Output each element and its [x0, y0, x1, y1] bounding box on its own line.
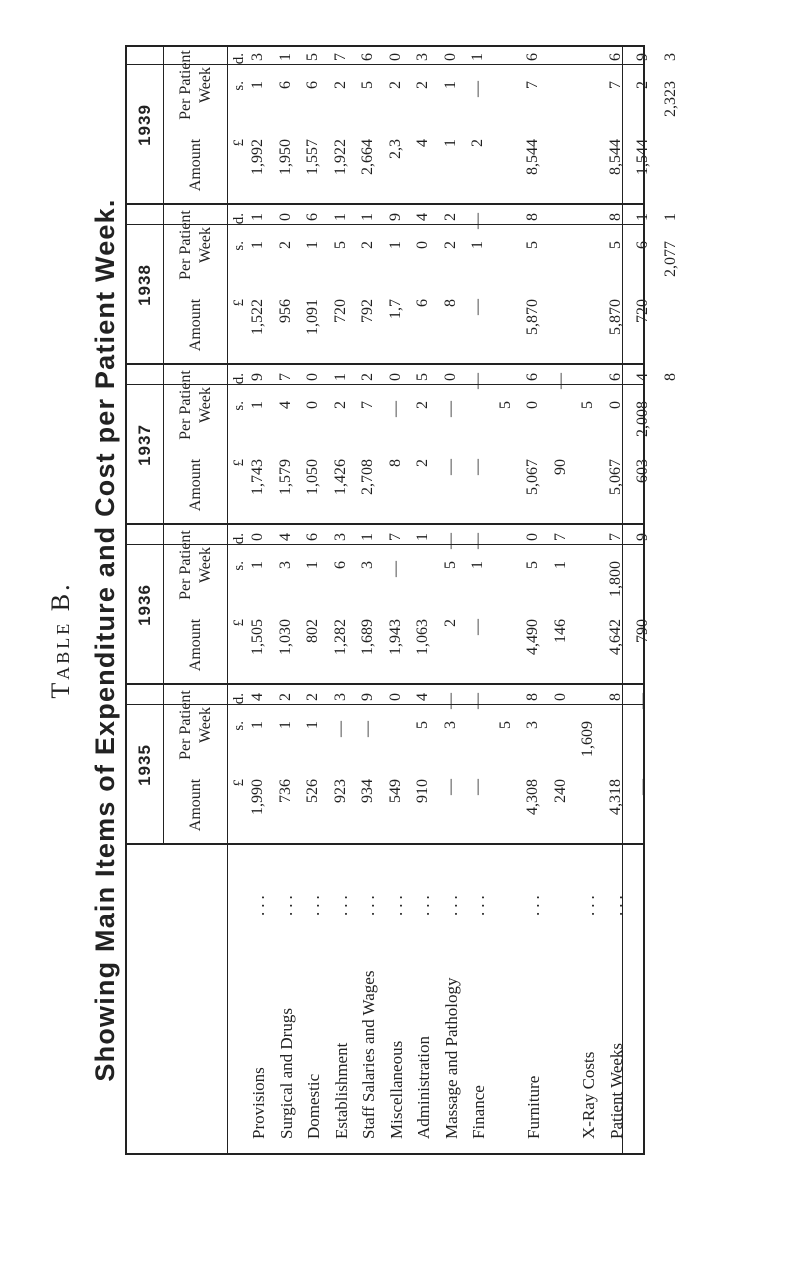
amount-cell: 4	[414, 139, 431, 147]
leader-dots: ...	[524, 891, 543, 916]
shillings-cell: 1	[249, 81, 266, 89]
pence-cell: 0	[304, 373, 321, 381]
amount-cell: 4,308	[524, 779, 541, 815]
amount-cell: 1,922	[331, 139, 349, 175]
shillings-cell: 6	[304, 81, 321, 89]
amount-cell: 1,426	[331, 459, 349, 495]
shillings-unit: s.	[231, 81, 247, 91]
amount-cell: 1,992	[249, 139, 266, 175]
shillings-cell: 3	[524, 721, 541, 729]
leader-dots: ...	[606, 891, 626, 916]
pence-cell: 6	[606, 373, 624, 381]
amount-cell: 1,579	[276, 459, 294, 495]
pence-unit: d.	[231, 693, 247, 705]
amount-cell: 4,318	[606, 779, 624, 815]
leader-dots: ...	[386, 891, 406, 916]
amount-cell: 2	[414, 459, 431, 467]
leader-dots: ...	[414, 891, 433, 916]
pence-cell: 6	[359, 53, 376, 61]
amount-cell: 790	[634, 619, 651, 643]
per-patient-week-heading	[165, 45, 227, 125]
pence-unit: d.	[231, 213, 247, 225]
pence-cell: 7	[386, 533, 404, 541]
shillings-cell: 2	[414, 81, 431, 89]
amount-cell: 956	[276, 299, 294, 323]
amount-cell: 736	[276, 779, 294, 803]
pence-cell: 7	[331, 53, 349, 61]
shillings-cell: 7	[524, 81, 541, 89]
heading-line: Per Patient	[177, 370, 194, 440]
pence-cell: 1	[469, 53, 486, 61]
table-label: Table B.	[46, 581, 75, 699]
amount-cell: 90	[551, 459, 569, 475]
amount-cell: 720	[634, 299, 651, 323]
amount-cell: 1,050	[304, 459, 321, 495]
shillings-cell: —	[386, 401, 404, 417]
amount-cell: 2	[441, 619, 459, 627]
amount-cell: 4,642	[606, 619, 624, 655]
item-label: Massage and Pathology	[441, 977, 461, 1139]
amount-unit: £	[231, 299, 247, 307]
amount-cell: 1,091	[304, 299, 321, 335]
pence-cell: 1	[359, 213, 376, 221]
year-heading: 1939	[135, 104, 154, 146]
shillings-unit: s.	[231, 241, 247, 251]
pence-unit: d.	[231, 373, 247, 385]
pence-cell: 1	[331, 373, 349, 381]
amount-cell: 934	[359, 779, 376, 803]
pence-cell: 9	[359, 693, 376, 701]
amount-cell: 910	[414, 779, 431, 803]
amount-cell: 2	[469, 139, 486, 147]
amount-cell: 1,943	[386, 619, 404, 655]
shillings-cell: 1	[469, 561, 486, 569]
item-label: Finance	[469, 1085, 488, 1139]
shillings-cell: 1,800	[606, 561, 624, 597]
amount-cell: 1,030	[276, 619, 294, 655]
amount-cell: 5,067	[606, 459, 624, 495]
pence-cell: 7	[606, 533, 624, 541]
amount-heading: Amount	[187, 138, 204, 192]
amount-cell: 1,689	[359, 619, 376, 655]
item-label: Surgical and Drugs	[276, 1008, 296, 1139]
amount-cell: 1,522	[249, 299, 266, 335]
pence-cell: 8	[606, 213, 624, 221]
amount-cell: 240	[551, 779, 569, 803]
leader-dots: ...	[579, 891, 598, 916]
shillings-cell: 0	[524, 401, 541, 409]
heading-line: Week	[197, 706, 214, 744]
amount-cell: 5,067	[524, 459, 541, 495]
shillings-cell: —	[386, 561, 404, 577]
pence-cell: 6	[606, 53, 624, 61]
amount-cell: 5,870	[606, 299, 624, 335]
pence-unit: d.	[231, 533, 247, 545]
amount-cell: —	[469, 619, 486, 635]
pence-cell: 0	[386, 693, 404, 701]
shillings-cell: 5	[524, 561, 541, 569]
amount-unit: £	[231, 619, 247, 627]
amount-cell: 1,990	[249, 779, 266, 815]
shillings-cell: 0	[414, 241, 431, 249]
heading-line: Per Patient	[177, 50, 194, 120]
shillings-cell: 2,008	[634, 401, 651, 437]
shillings-cell: 5	[496, 401, 514, 409]
amount-cell: 8,544	[606, 139, 624, 175]
shillings-cell: —	[441, 401, 459, 417]
pence-cell: 4	[249, 693, 266, 701]
amount-cell: 1,7	[386, 299, 404, 319]
amount-heading: Amount	[187, 778, 204, 832]
pence-cell: 8	[524, 693, 541, 701]
item-label: Establishment	[331, 1042, 351, 1139]
amount-cell: 1,282	[331, 619, 349, 655]
shillings-cell: 5	[496, 721, 514, 729]
leader-dots: ...	[441, 891, 461, 916]
pence-cell: 1	[359, 533, 376, 541]
amount-cell: 8,544	[524, 139, 541, 175]
pence-cell: 1	[661, 213, 679, 221]
amount-cell: 792	[359, 299, 376, 323]
pence-cell: 2	[304, 693, 321, 701]
amount-cell: —	[469, 299, 486, 315]
pence-cell: 8	[661, 373, 679, 381]
pence-cell: 4	[634, 373, 651, 381]
amount-cell: 1,557	[304, 139, 321, 175]
pence-cell: 7	[276, 373, 294, 381]
leader-dots: ...	[359, 891, 378, 916]
heading-line: Per Patient	[177, 530, 194, 600]
pence-cell: —	[441, 533, 459, 549]
pence-cell: —	[469, 213, 486, 229]
per-patient-week-heading	[165, 525, 227, 605]
shillings-cell: 2	[634, 81, 651, 89]
pence-cell: —	[634, 693, 651, 709]
pence-cell: 1	[331, 213, 349, 221]
shillings-unit: s.	[231, 561, 247, 571]
year-heading: 1937	[135, 424, 154, 466]
pence-unit: d.	[231, 53, 247, 65]
shillings-cell: 1	[469, 241, 486, 249]
shillings-cell: 2,077	[661, 241, 679, 277]
amount-cell: 2,708	[359, 459, 376, 495]
rule	[227, 45, 228, 1153]
pence-cell: 3	[414, 53, 431, 61]
amount-cell: —	[441, 459, 459, 475]
pence-cell: 7	[551, 533, 569, 541]
shillings-cell: 1	[304, 721, 321, 729]
amount-cell: 1,063	[414, 619, 431, 655]
shillings-cell: 5	[606, 241, 624, 249]
pence-cell: 2	[359, 373, 376, 381]
amount-cell: 1,743	[249, 459, 266, 495]
shillings-cell: 5	[331, 241, 349, 249]
pence-cell: 5	[414, 373, 431, 381]
rule	[163, 45, 164, 845]
pence-cell: 9	[249, 373, 266, 381]
shillings-cell: 1	[551, 561, 569, 569]
amount-cell: 1	[441, 139, 459, 147]
pence-cell: 1	[249, 213, 266, 221]
pence-cell: 8	[524, 213, 541, 221]
amount-cell: 603	[634, 459, 651, 483]
shillings-cell: 1	[249, 721, 266, 729]
pence-cell: 6	[304, 533, 321, 541]
shillings-cell: 2	[359, 241, 376, 249]
shillings-cell: 6	[634, 241, 651, 249]
shillings-cell: 5	[441, 561, 459, 569]
item-label: Patient Weeks	[606, 1042, 626, 1139]
amount-cell: 1,950	[276, 139, 294, 175]
pence-cell: 3	[661, 53, 679, 61]
shillings-cell: 2,323	[661, 81, 679, 117]
shillings-cell: 0	[606, 401, 624, 409]
shillings-cell: 1	[304, 241, 321, 249]
pence-cell: —	[441, 693, 459, 709]
pence-cell: 6	[524, 53, 541, 61]
expenditure-table	[125, 45, 679, 1155]
shillings-cell: 2	[331, 81, 349, 89]
shillings-cell: 4	[276, 401, 294, 409]
per-patient-week-heading	[165, 205, 227, 285]
year-heading: 1935	[135, 744, 154, 786]
year-heading: 1938	[135, 264, 154, 306]
amount-unit: £	[231, 779, 247, 787]
heading-line: Week	[197, 546, 214, 584]
shillings-cell: —	[469, 81, 486, 97]
pence-cell: —	[551, 373, 569, 389]
amount-cell: 1,544	[634, 139, 651, 175]
amount-cell: —	[441, 779, 459, 795]
shillings-cell: 1	[249, 561, 266, 569]
shillings-cell: 2	[276, 241, 294, 249]
amount-cell: 8	[441, 299, 459, 307]
heading-line: Per Patient	[177, 210, 194, 280]
heading-line: Per Patient	[177, 690, 194, 760]
pence-cell: 1	[414, 533, 431, 541]
pence-cell: 3	[331, 693, 349, 701]
pence-cell: 8	[606, 693, 624, 701]
shillings-cell: 1,609	[579, 721, 596, 757]
item-label: Furniture	[524, 1075, 543, 1139]
shillings-cell: 1	[276, 721, 294, 729]
shillings-cell: 1	[249, 241, 266, 249]
amount-cell: 2,3	[386, 139, 404, 159]
leader-dots: ...	[331, 891, 351, 916]
shillings-cell: 5	[359, 81, 376, 89]
shillings-cell: 2	[414, 401, 431, 409]
shillings-cell: 1	[304, 561, 321, 569]
shillings-cell: 1	[386, 241, 404, 249]
amount-cell: 802	[304, 619, 321, 643]
pence-cell: —	[469, 693, 486, 709]
year-heading: 1936	[135, 584, 154, 626]
leader-dots: ...	[249, 891, 268, 916]
shillings-unit: s.	[231, 401, 247, 411]
heading-line: Week	[197, 386, 214, 424]
item-label: X-Ray Costs	[579, 1051, 598, 1139]
pence-cell: 0	[386, 373, 404, 381]
pence-cell: 0	[551, 693, 569, 701]
amount-cell: 2,664	[359, 139, 376, 175]
pence-cell: 4	[276, 533, 294, 541]
shillings-cell: 2	[441, 241, 459, 249]
pence-cell: 6	[524, 373, 541, 381]
table-title: Showing Main Items of Expenditure and Cost per Patient Week.	[90, 198, 120, 1082]
leader-dots: ...	[304, 891, 323, 916]
shillings-cell: 0	[304, 401, 321, 409]
pence-cell: 0	[441, 53, 459, 61]
pence-cell: 1	[634, 213, 651, 221]
amount-cell: 146	[551, 619, 569, 643]
pence-cell: —	[469, 533, 486, 549]
amount-heading: Amount	[187, 458, 204, 512]
pence-cell: 1	[276, 53, 294, 61]
shillings-cell: 1	[249, 401, 266, 409]
amount-cell: 6	[414, 299, 431, 307]
shillings-cell: 6	[276, 81, 294, 89]
pence-cell: 0	[249, 533, 266, 541]
pence-cell: 9	[386, 213, 404, 221]
pence-cell: 6	[304, 213, 321, 221]
shillings-cell: 5	[414, 721, 431, 729]
amount-cell: 526	[304, 779, 321, 803]
pence-cell: 3	[331, 533, 349, 541]
amount-cell: 8	[386, 459, 404, 467]
shillings-cell: 5	[524, 241, 541, 249]
per-patient-week-heading	[165, 365, 227, 445]
pence-cell: 0	[276, 213, 294, 221]
pence-cell: 2	[276, 693, 294, 701]
heading-line: Week	[197, 226, 214, 264]
item-label: Staff Salaries and Wages	[359, 970, 378, 1139]
leader-dots: ...	[276, 891, 296, 916]
amount-cell: 549	[386, 779, 404, 803]
amount-cell: 720	[331, 299, 349, 323]
shillings-cell: 5	[579, 401, 596, 409]
amount-cell: 923	[331, 779, 349, 803]
leader-dots: ...	[469, 891, 488, 916]
shillings-unit: s.	[231, 721, 247, 731]
pence-cell: 5	[304, 53, 321, 61]
amount-cell: —	[469, 459, 486, 475]
pence-cell: —	[469, 373, 486, 389]
pence-cell: 4	[414, 693, 431, 701]
shillings-cell: 3	[359, 561, 376, 569]
pence-cell: 3	[249, 53, 266, 61]
shillings-cell: 7	[606, 81, 624, 89]
shillings-cell: 7	[359, 401, 376, 409]
shillings-cell: —	[359, 721, 376, 737]
pence-cell: 2	[441, 213, 459, 221]
amount-heading: Amount	[187, 298, 204, 352]
pence-cell: 0	[386, 53, 404, 61]
shillings-cell: 2	[386, 81, 404, 89]
per-patient-week-heading	[165, 685, 227, 765]
heading-line: Week	[197, 66, 214, 104]
amount-cell: 5,870	[524, 299, 541, 335]
amount-heading: Amount	[187, 618, 204, 672]
shillings-cell: 1	[441, 81, 459, 89]
shillings-cell: 2	[331, 401, 349, 409]
pence-cell: 4	[414, 213, 431, 221]
amount-unit: £	[231, 459, 247, 467]
pence-cell: 9	[634, 53, 651, 61]
item-label: Provisions	[249, 1067, 268, 1139]
pence-cell: 0	[524, 533, 541, 541]
amount-unit: £	[231, 139, 247, 147]
amount-cell: 4,490	[524, 619, 541, 655]
pence-cell: 0	[441, 373, 459, 381]
shillings-cell: 6	[331, 561, 349, 569]
amount-cell: —	[634, 779, 651, 795]
item-label: Miscellaneous	[386, 1040, 406, 1139]
amount-cell: 1,505	[249, 619, 266, 655]
item-label: Administration	[414, 1036, 433, 1139]
amount-cell: —	[469, 779, 486, 795]
shillings-cell: —	[331, 721, 349, 737]
pence-cell: 9	[634, 533, 651, 541]
item-label: Domestic	[304, 1073, 323, 1139]
shillings-cell: 3	[441, 721, 459, 729]
shillings-cell: 3	[276, 561, 294, 569]
